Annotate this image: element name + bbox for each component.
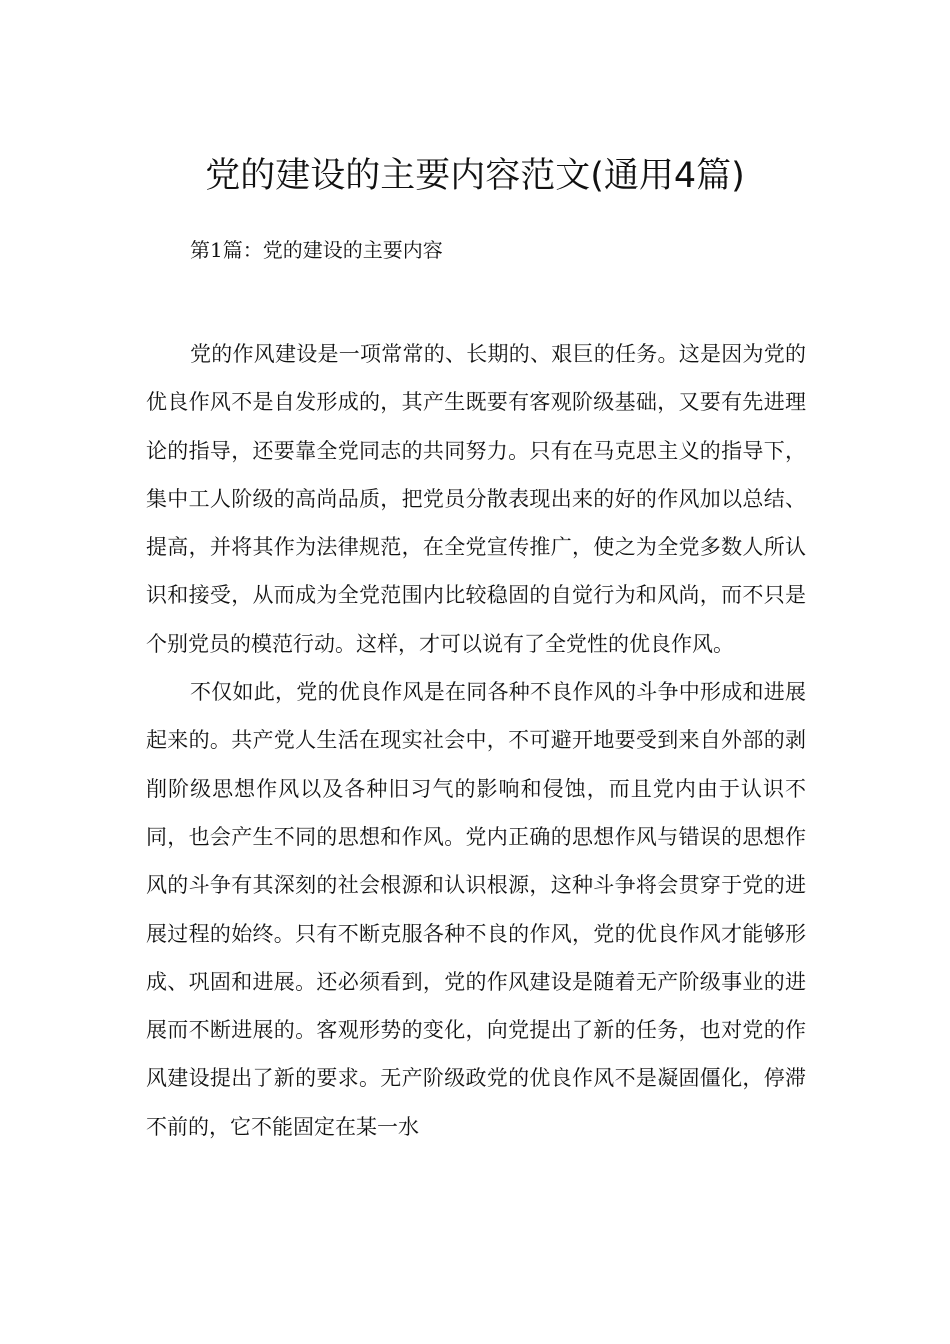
document-body bbox=[146, 330, 806, 1151]
paragraph-2: 不仅如此，党的优良作风是在同各种不良作风的斗争中形成和进展起来的。共产党人生活在现实社会中，不可避开地要受到来自外部的剥削阶级思想作风以及各种旧习气的影响和侵蚀，而且党内由于认识不同，也会产生不同的思想和作风。党内正确的思想作风与错误的思想作风的斗争有其深刻的社会根源和认识根源，这种斗争将会贯穿于党的进展过程的始终。只有不断克服各种不良的作风，党的优良作风才能够形成、巩固和进展。还必须看到，党的作风建设是随着无产阶级事业的进展而不断进展的。客观形势的变化，向党提出了新的任务，也对党的作风建设提出了新的要求。无产阶级政党的优良作风不是凝固僵化，停滞不前的，它不能固定在某一水 bbox=[146, 680, 806, 1139]
section-heading: 第1篇：党的建设的主要内容 bbox=[190, 238, 443, 262]
document-title: 党的建设的主要内容范文(通用4篇) bbox=[205, 156, 745, 197]
paragraph-1: 党的作风建设是一项常常的、长期的、艰巨的任务。这是因为党的优良作风不是自发形成的，其产生既要有客观阶级基础，又要有先进理论的指导，还要靠全党同志的共同努力。只有在马克思主义的指导下，集中工人阶级的高尚品质，把党员分散表现出来的好的作风加以总结、提高，并将其作为法律规范，在全党宣传推广，使之为全党多数人所认识和接受，从而成为全党范围内比较稳固的自觉行为和风尚，而不只是个别党员的模范行动。这样，才可以说有了全党性的优良作风。 bbox=[146, 342, 806, 656]
